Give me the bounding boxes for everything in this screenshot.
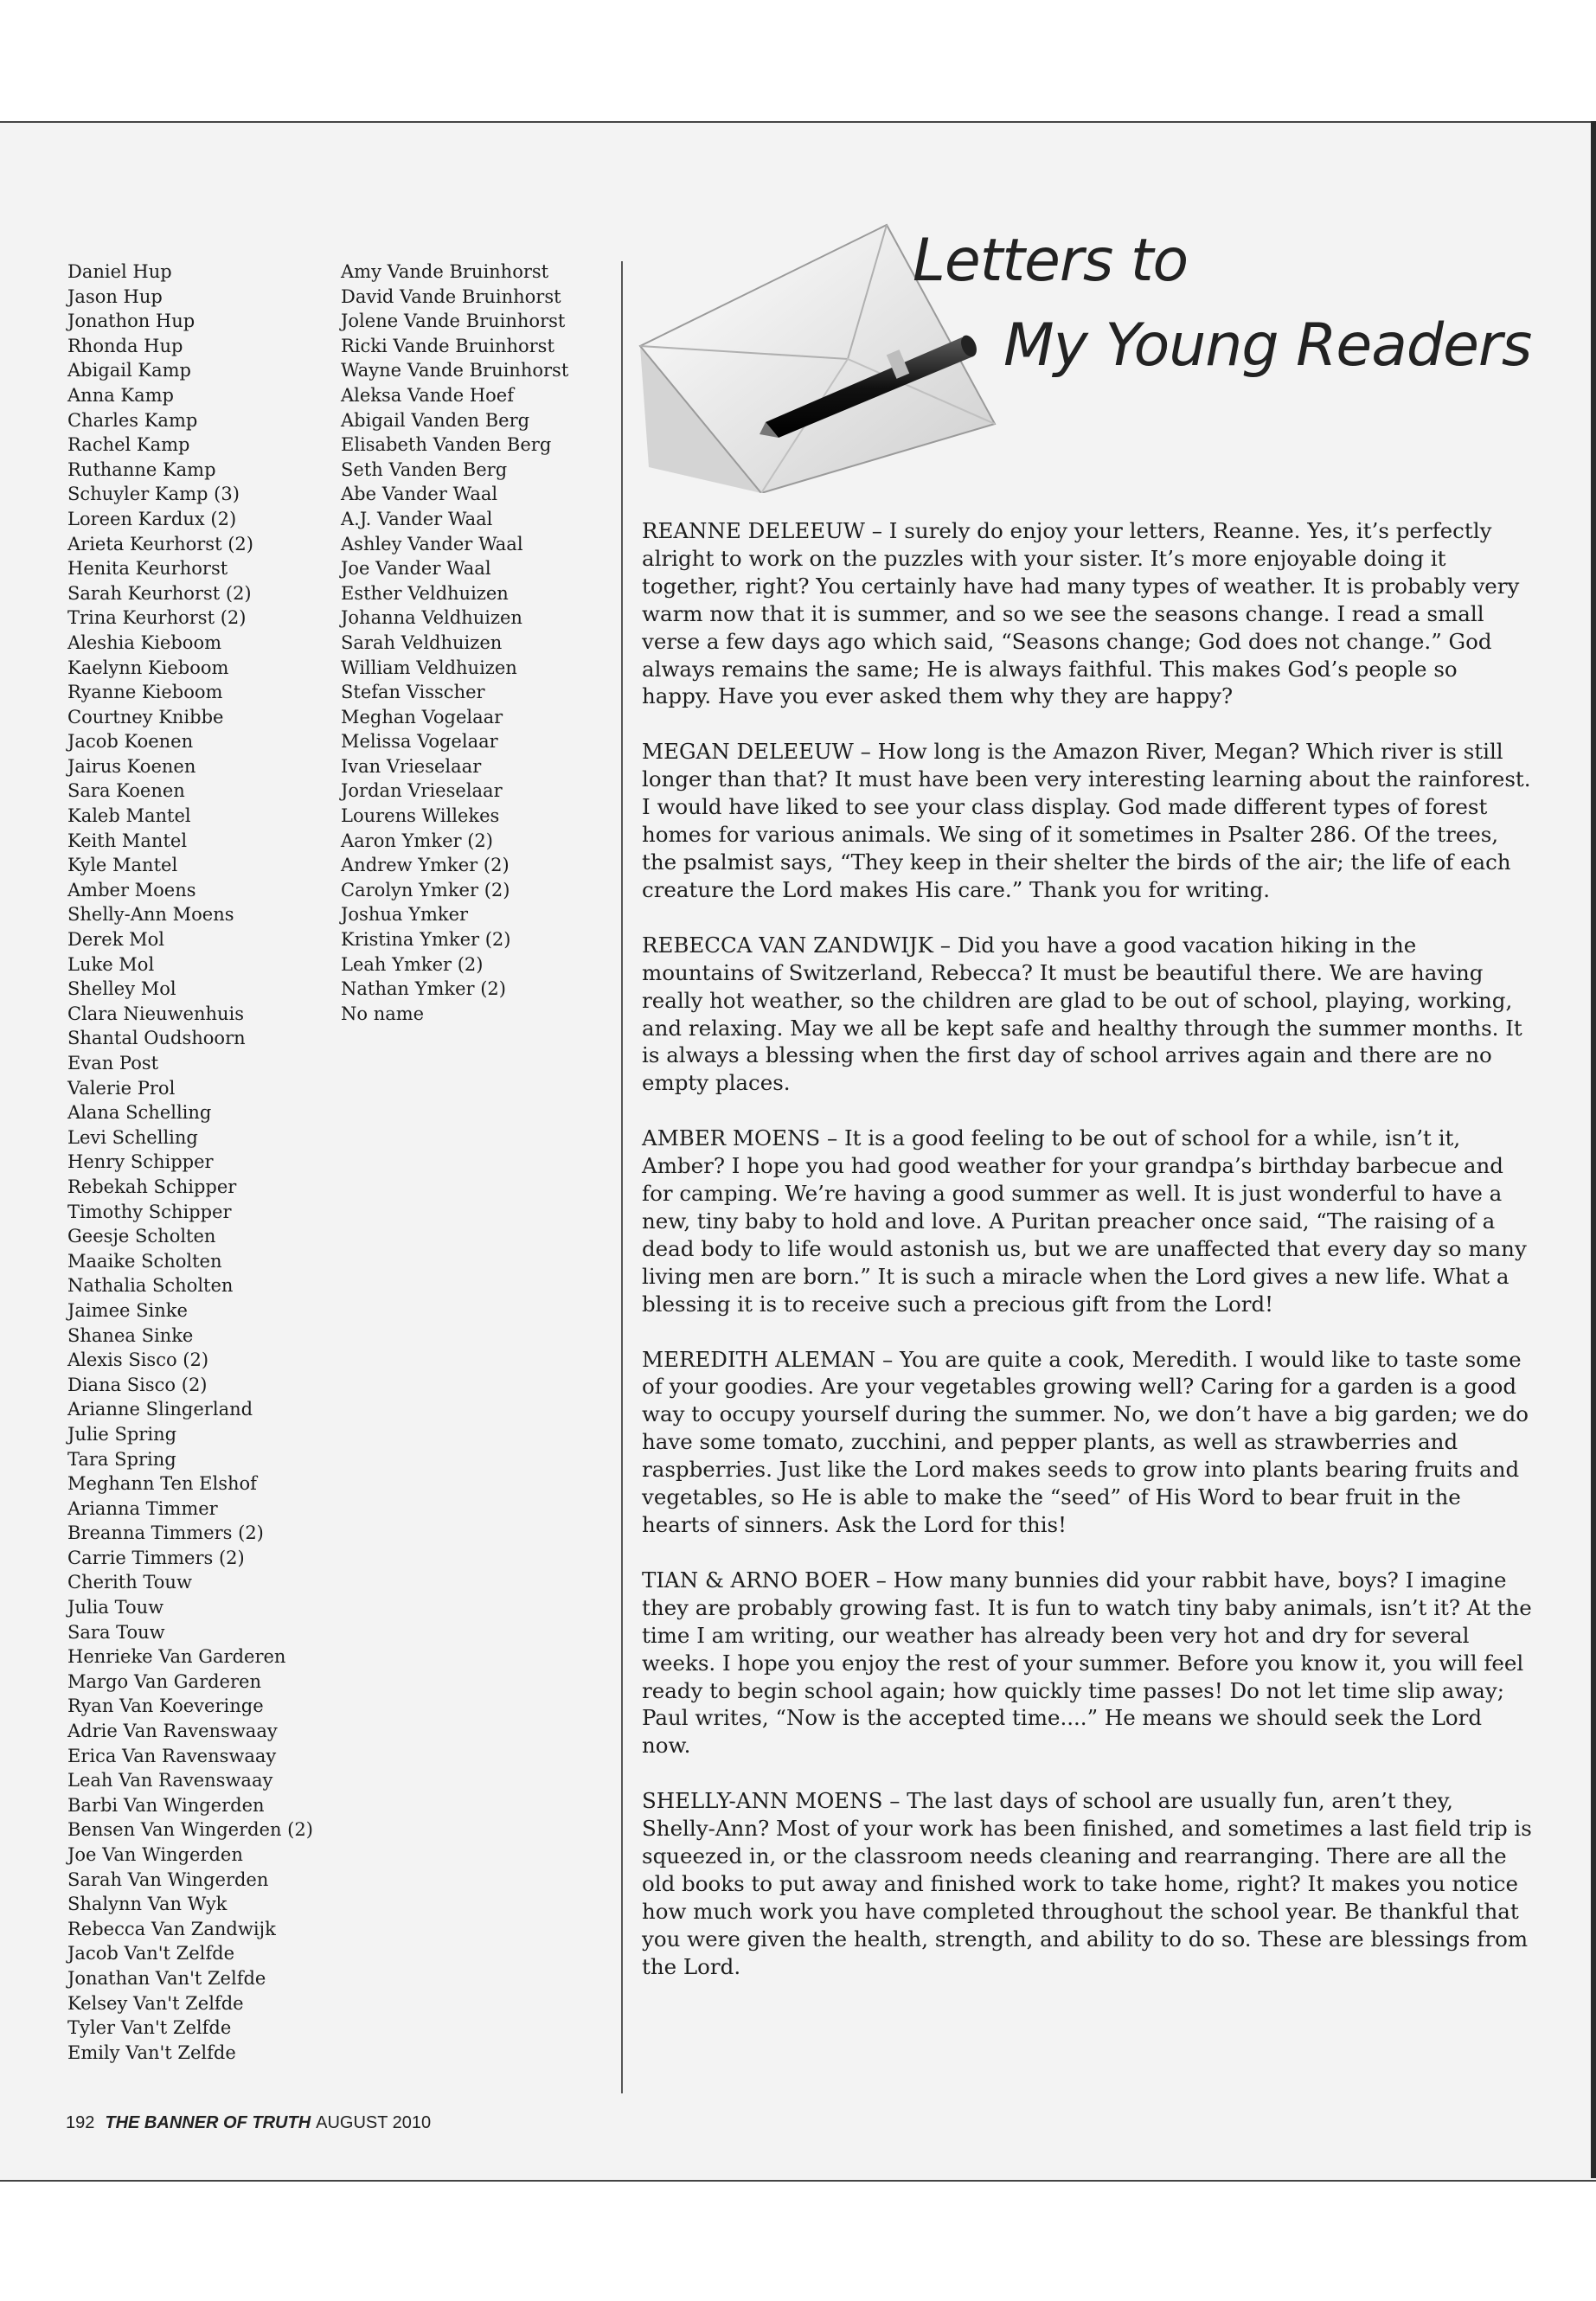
name-entry: Joe Van Wingerden [67,1844,243,1865]
name-entry: Barbi Van Wingerden [67,1794,265,1816]
name-entry: Abigail Kamp [67,360,191,381]
name-entry: Rebekah Schipper [67,1176,237,1197]
name-entry: Elisabeth Vanden Berg [341,434,552,456]
name-entry: Shanea Sinke [67,1324,194,1346]
name-entry: Henrieke Van Garderen [67,1646,286,1668]
name-entry: Levi Schelling [67,1126,198,1148]
name-entry: Johanna Veldhuizen [341,607,522,629]
name-entry: Shelley Mol [67,978,176,1000]
name-entry: Henita Keurhorst [67,558,228,580]
name-entry: Sara Koenen [67,780,185,802]
letter-reanne-deleeuw: REANNE DELEEUW – I surely do enjoy your letters, Reanne. Yes, it’s perfectly alright to work on the puzzles with your sister. It’s more enjoyable doing it together, right? You certainly have had many types of weather. It is probably very warm now that it is summer, and so we see the seasons change. I read a small verse a few days ago which said, “Seasons change; God does not change.” God always remains the same; He is always faithful. This makes God’s people so happy. Have you ever asked them why they are happy? [642,518,1520,709]
name-entry: Shelly-Ann Moens [67,904,234,926]
name-entry: Andrew Ymker (2) [341,855,510,876]
name-entry: Nathan Ymker (2) [341,978,506,1000]
title-line-1: Letters to [913,227,1189,295]
name-entry: Kaleb Mantel [67,805,191,827]
name-entry: Charles Kamp [67,409,198,431]
name-entry: Kyle Mantel [67,855,178,876]
name-entry: Tyler Van't Zelfde [67,2017,232,2039]
name-entry: Jolene Vande Bruinhorst [341,311,566,332]
name-entry: Diana Sisco (2) [67,1374,208,1395]
name-entry: Emily Van't Zelfde [67,2041,236,2063]
name-entry: Jordan Vrieselaar [341,780,503,802]
letter-tian-arno-boer: TIAN & ARNO BOER – How many bunnies did your rabbit have, boys? I imagine they are probably growing fast. It is fun to watch tiny baby animals, isn’t it? At the time I am writing, our weather has already been very hot and dry for several weeks. I hope you enjoy the rest of your summer. Before you know it, you will feel ready to begin school again; how quickly time passes! Do not let time slip away; Paul writes, “Now is the accepted time....” He means we should seek the Lord now. [642,1567,1532,1759]
name-entry: Evan Post [67,1053,159,1074]
name-entry: Rachel Kamp [67,434,190,456]
name-entry: Derek Mol [67,929,164,951]
name-entry: Daniel Hup [67,261,172,282]
name-entry: Arianne Slingerland [67,1399,253,1420]
name-entry: Ashley Vander Waal [341,533,523,554]
name-entry: Wayne Vande Bruinhorst [341,360,569,381]
page-number: 192 [66,2113,95,2132]
name-entry: Tara Spring [67,1448,176,1470]
name-entry: Jason Hup [67,285,163,307]
name-entry: Cherith Touw [67,1572,192,1593]
page-footer [66,2113,431,2133]
name-entry: Meghann Ten Elshof [67,1473,257,1495]
name-entry: Amber Moens [67,879,196,901]
name-entry: Jonathon Hup [67,311,195,332]
name-entry: Julia Touw [67,1597,164,1618]
letters-section [642,517,1533,2009]
name-entry: Breanna Timmers (2) [67,1522,264,1544]
name-entry: Arianna Timmer [67,1497,218,1519]
name-entry: Luke Mol [67,953,155,975]
name-entry: Bensen Van Wingerden (2) [67,1819,313,1841]
name-entry: William Veldhuizen [341,657,517,678]
name-entry: Aleshia Kieboom [67,631,221,653]
name-entry: Shalynn Van Wyk [67,1894,228,1915]
name-entry: Loreen Kardux (2) [67,508,237,529]
name-entry: A.J. Vander Waal [341,508,493,529]
title-line-2: My Young Readers [1003,311,1532,380]
name-entry: Lourens Willekes [341,805,500,827]
name-entry: Jonathan Van't Zelfde [67,1967,266,1989]
name-entry: Kristina Ymker (2) [341,929,511,951]
name-entry: Arieta Keurhorst (2) [67,533,253,554]
name-entry: Aleksa Vande Hoef [341,384,514,406]
name-entry: Melissa Vogelaar [341,731,498,753]
name-entry: Sarah Veldhuizen [341,631,503,653]
name-entry: Leah Ymker (2) [341,953,484,975]
name-entry: Trina Keurhorst (2) [67,607,247,629]
name-entry: Rhonda Hup [67,335,183,356]
name-entry: Ryan Van Koeveringe [67,1695,264,1717]
names-column-2 [341,260,568,1026]
letter-shelly-ann-moens: SHELLY-ANN MOENS – The last days of school are usually fun, aren’t they, Shelly-Ann? Most of your work has been finished, and sometimes a last field trip is squeezed in, or the classroom needs cleaning and rearranging. There are all the old books to put away and finished work to take home, right? It makes you notice how much work you have completed throughout the school year. Be thankful that you were given the health, strength, and ability to do so. These are blessings from the Lord. [642,1788,1532,1979]
name-entry: Erica Van Ravenswaay [67,1745,277,1766]
name-entry: Carrie Timmers (2) [67,1547,245,1568]
name-entry: Stefan Visscher [341,682,485,703]
issue-date: AUGUST 2010 [316,2113,432,2132]
name-entry: Valerie Prol [67,1077,176,1099]
name-entry: Schuyler Kamp (3) [67,484,240,505]
name-entry: Esther Veldhuizen [341,582,509,604]
name-entry: Maaike Scholten [67,1250,222,1272]
column-divider [621,261,623,2093]
name-entry: Ivan Vrieselaar [341,755,482,777]
name-entry: Rebecca Van Zandwijk [67,1918,276,1939]
page-edge-shadow [1591,121,1596,2178]
name-entry: Kelsey Van't Zelfde [67,1992,244,2014]
name-entry: Jacob Van't Zelfde [67,1943,235,1965]
name-entry: Meghan Vogelaar [341,706,503,727]
name-entry: Ricki Vande Bruinhorst [341,335,554,356]
publication-name: THE BANNER OF TRUTH [105,2113,311,2132]
name-entry: Geesje Scholten [67,1226,216,1247]
name-entry: Clara Nieuwenhuis [67,1003,245,1024]
name-entry: Abe Vander Waal [341,484,498,505]
name-entry: Seth Vanden Berg [341,458,508,480]
name-entry: David Vande Bruinhorst [341,285,561,307]
name-entry: Aaron Ymker (2) [341,830,493,851]
name-entry: Timothy Schipper [67,1201,232,1222]
name-entry: Leah Van Ravenswaay [67,1770,273,1791]
name-entry: Courtney Knibbe [67,706,224,727]
name-entry: Abigail Vanden Berg [341,409,530,431]
name-entry: Jaimee Sinke [67,1299,188,1321]
name-entry: Amy Vande Bruinhorst [341,261,549,282]
name-entry: Anna Kamp [67,384,174,406]
name-entry: Nathalia Scholten [67,1275,234,1297]
name-entry: Sarah Keurhorst (2) [67,582,252,604]
names-column-1 [67,260,313,2065]
name-entry: Shantal Oudshoorn [67,1028,246,1049]
letter-rebecca-van-zandwijk: REBECCA VAN ZANDWIJK – Did you have a good vacation hiking in the mountains of Switzerland, Rebecca? It must be beautiful there. We are having really hot weather, so the children are glad to be out of school, playing, working, and relaxing. May we all be kept safe and healthy through the summer months. It is always a blessing when the first day of school arrives again and there are no empty places. [642,932,1522,1096]
name-entry: Sara Touw [67,1621,165,1643]
name-entry: Adrie Van Ravenswaay [67,1721,278,1742]
letter-megan-deleeuw: MEGAN DELEEUW – How long is the Amazon River, Megan? Which river is still longer than that? It must have been very interesting learning about the rainforest. I would have liked to see your class display. God made different types of forest homes for various animals. We sing of it sometimes in Psalter 286. Of the trees, the psalmist says, “They keep in their shelter the birds of the air; the life of each creature the Lord makes His care.” Thank you for writing. [642,739,1531,902]
name-entry: Margo Van Garderen [67,1670,261,1692]
name-entry: Henry Schipper [67,1151,214,1173]
letter-meredith-aleman: MEREDITH ALEMAN – You are quite a cook, Meredith. I would like to taste some of your goodies. Are your vegetables growing well? Caring for a garden is a good way to occupy yourself during the summer. No, we don’t have a big garden; we do have some tomato, zucchini, and pepper plants, as well as strawberries and raspberries. Just like the Lord makes seeds to grow into plants bearing fruits and vegetables, so He is able to make the “seed” of His Word to bear fruit in the hearts of sinners. Ask the Lord for this! [642,1346,1529,1537]
name-entry: Joe Vander Waal [341,558,491,580]
name-entry: Sarah Van Wingerden [67,1868,269,1890]
name-entry: Ruthanne Kamp [67,458,216,480]
name-entry: Keith Mantel [67,830,188,851]
name-entry: Alexis Sisco (2) [67,1349,209,1371]
name-entry: Julie Spring [67,1423,177,1445]
name-entry: Ryanne Kieboom [67,682,223,703]
name-entry: Joshua Ymker [341,904,469,926]
name-entry: Carolyn Ymker (2) [341,879,510,901]
name-entry: Jairus Koenen [67,755,196,777]
name-entry: Alana Schelling [67,1102,212,1124]
letter-amber-moens: AMBER MOENS – It is a good feeling to be out of school for a while, isn’t it, Amber? I hope you had good weather for your grandpa’s birthday barbecue and for camping. We’re having a good summer as well. It is just wonderful to have a new, tiny baby to hold and love. A Puritan preacher once said, “The raising of a dead body to life would astonish us, but we are unaffected that every day so many living men are born.” It is such a miracle when the Lord gives a new life. What a blessing it is to receive such a precious gift from the Lord! [642,1125,1527,1317]
name-entry: No name [341,1003,425,1024]
name-entry: Kaelynn Kieboom [67,657,229,678]
name-entry: Jacob Koenen [67,731,194,753]
